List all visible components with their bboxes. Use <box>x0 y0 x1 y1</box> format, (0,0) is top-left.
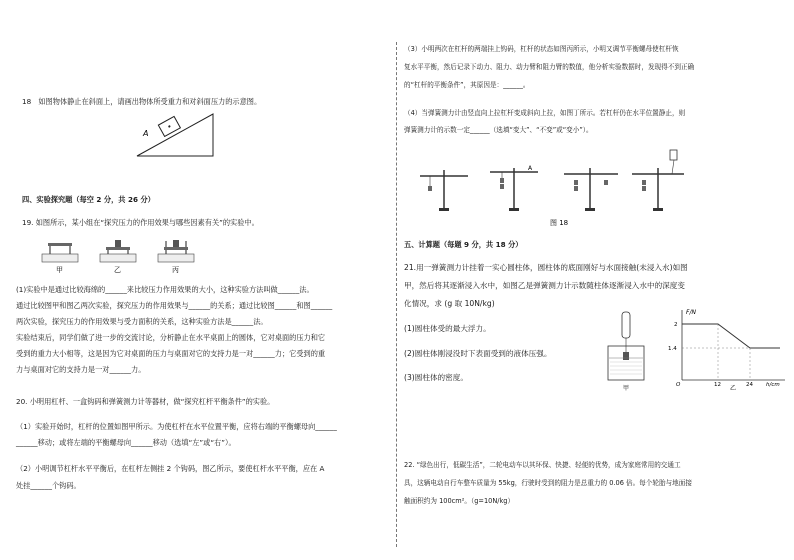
q22-line-3: 触面积约为 100cm²。（g=10N/kg） <box>404 497 515 505</box>
lever-yi <box>490 165 538 211</box>
q21-sub-2: (2)圆柱体刚浸没时下表面受到的液体压强。 <box>404 349 552 358</box>
q18-text: 18 如图物体静止在斜面上，请画出物体所受重力和对斜面压力的示意图。 <box>22 97 262 106</box>
section-5-heading: 五、计算题（每题 9 分，共 18 分） <box>404 240 523 249</box>
q20-line-4: 处挂______个钩码。 <box>16 481 81 490</box>
graph-ytick-1-4: 1.4 <box>668 346 677 352</box>
q20-line-3: （2）小明调节杠杆水平平衡后，在杠杆左侧挂 2 个钩码，图乙所示，要使杠杆水平平衡，应在 A <box>16 464 325 473</box>
graph-xtick-12: 12 <box>714 382 721 388</box>
q21-line-2: 甲，然后将其逐渐浸入水中，如图乙是弹簧测力计示数随柱体逐渐浸入水中的深度变 <box>404 281 685 290</box>
caption-yi: 乙 <box>730 385 737 392</box>
q19-line-3: 两次实验，探究压力的作用效果与受力面积的关系，这种实验方法是______法。 <box>16 317 268 326</box>
q22-line-2: 具，这辆电动自行车整车质量为 55kg，行驶时受到的阻力是总重力的 0.06 倍。每个轮胎与地面接 <box>404 479 692 487</box>
fig-jia <box>42 243 78 262</box>
force-depth-graph <box>682 310 785 380</box>
q20-3-line-2: 复水平平衡，然后记录下动力、阻力、动力臂和阻力臂的数值，他分析实验数据时，发现得不到正确 <box>404 63 695 71</box>
svg-text:A: A <box>528 165 533 172</box>
q21-figures <box>600 306 790 392</box>
fig18-caption: 图 18 <box>550 219 569 227</box>
fig-label-bing: 丙 <box>172 266 179 274</box>
graph-ylabel: F/N <box>686 309 696 316</box>
caption-jia: 甲 <box>623 385 630 392</box>
graph-xtick-24: 24 <box>746 382 753 388</box>
q19-intro: 19. 如图所示，某小组在“探究压力的作用效果与哪些因素有关”的实验中。 <box>22 218 259 227</box>
spring-scale-beaker <box>608 312 644 380</box>
q20-intro: 20. 小明用杠杆、一盒钩码和弹簧测力计等器材，做“探究杠杆平衡条件”的实验。 <box>16 397 275 406</box>
q21-line-1: 21.用一弹簧测力计挂着一实心圆柱体，圆柱体的底面刚好与水面接触(未浸入水)如图 <box>404 263 688 272</box>
q20-3-line-3: 的“杠杆的平衡条件”，其原因是：______。 <box>404 81 530 89</box>
graph-origin: O <box>676 382 681 388</box>
graph-ytick-2: 2 <box>674 322 678 328</box>
q20-4-line-2: 弹簧测力计的示数一定______（选填“变大”、“不变”或“变小”）。 <box>404 126 593 134</box>
section-4-heading: 四、实验探究题（每空 2 分，共 26 分） <box>22 195 155 204</box>
q21-sub-1: (1)圆柱体受的最大浮力。 <box>404 324 491 333</box>
q19-line-1: (1)实验中是通过比较海绵的______来比较压力作用效果的大小，这种实验方法叫做______法。 <box>16 285 314 294</box>
q20-4-line-1: （4）当弹簧测力计由竖直向上拉杠杆变成斜向上拉，如图丁所示。若杠杆仍在水平位置静止，则 <box>404 109 686 117</box>
q20-line-1: （1）实验开始时，杠杆的位置如图甲所示。为使杠杆在水平位置平衡，应将右端的平衡螺母向______ <box>16 422 337 431</box>
q20-line-2: ______移动；或将左端的平衡螺母向______移动（选填“左”或“右”）。 <box>16 438 236 447</box>
lever-bing <box>564 168 618 211</box>
incline-figure <box>135 112 215 158</box>
fig-yi <box>100 240 136 262</box>
q19-line-6: 力与桌面对它的支持力是一对______力。 <box>16 365 146 374</box>
q21-line-3: 化情况，求 (g 取 10N/kg) <box>404 299 495 308</box>
q20-3-line-1: （3）小明两次在杠杆的两端挂上钩码，杠杆的状态如图丙所示，小明又调节平衡螺母使杠杆恢 <box>404 45 679 53</box>
lever-ding <box>632 150 684 211</box>
q19-line-4: 实验结束后，同学们做了进一步的交流讨论，分析静止在水平桌面上的圆体，它对桌面的压力和它 <box>16 333 326 342</box>
fig-bing <box>158 240 194 262</box>
q19-line-2: 通过比较图甲和图乙两次实验，探究压力的作用效果与______的关系；通过比较图______和图______ <box>16 301 333 310</box>
lever-jia <box>420 170 468 211</box>
lever-figures <box>418 148 686 228</box>
q22-line-1: 22. “绿色出行，低碳生活”，二轮电动车以其环保、快捷、轻便的优势，成为家庭常用的交通工 <box>404 461 681 469</box>
q21-sub-3: (3)圆柱体的密度。 <box>404 373 468 382</box>
q19-figures <box>40 237 200 275</box>
fig-label-jia: 甲 <box>56 266 63 274</box>
graph-xlabel: h/cm <box>766 382 780 388</box>
q19-line-5: 受到的重力大小相等，这是因为它对桌面的压力与桌面对它的支持力是一对______力；它受到的重 <box>16 349 326 358</box>
column-divider <box>396 42 397 547</box>
block-label: A <box>143 129 149 138</box>
fig-label-yi: 乙 <box>114 266 121 274</box>
